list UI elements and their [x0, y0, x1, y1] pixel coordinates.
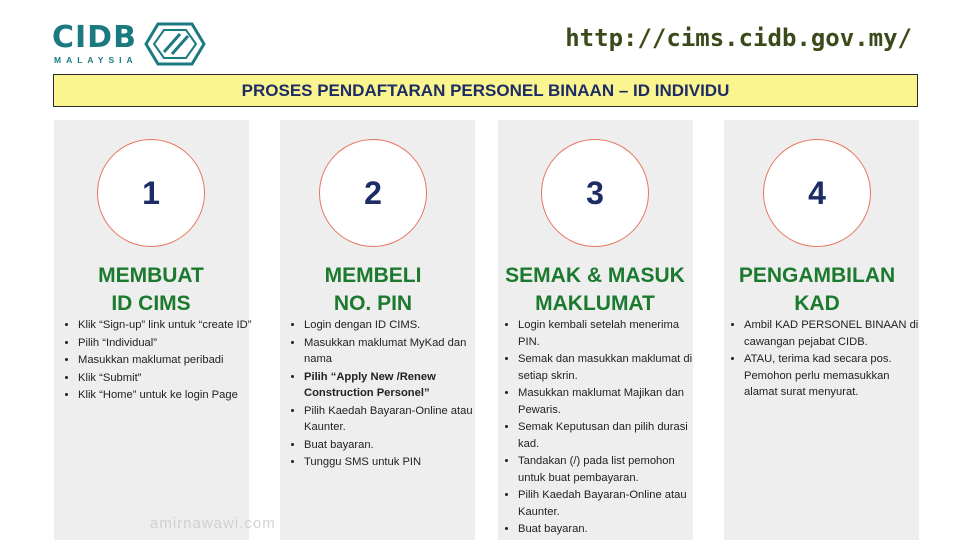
list-item: • Klik “Sign-up” link untuk “create ID”: [78, 317, 260, 334]
step-instructions: [288, 317, 474, 472]
step-heading-line1: MEMBUAT: [98, 264, 204, 287]
list-item: • Buat bayaran.: [518, 521, 700, 538]
list-item: • Masukkan maklumat peribadi: [78, 352, 260, 369]
banner-title: PROSES PENDAFTARAN PERSONEL BINAAN – ID INDIVIDU: [241, 80, 730, 100]
step-number-circle: [319, 139, 427, 247]
list-item: • Semak Keputusan dan pilih durasi kad.: [518, 419, 700, 452]
step-number: 2: [364, 174, 382, 211]
step-heading: [51, 262, 251, 318]
step-heading-line1: PENGAMBILAN: [738, 264, 896, 287]
list-item: • Buat bayaran.: [304, 437, 474, 454]
step-number: 3: [586, 174, 604, 211]
list-item: • Pilih “Apply New /Renew Construction Personel”: [304, 369, 474, 402]
list-item: • Login dengan ID CIMS.: [304, 317, 474, 334]
step-heading-line2: ID CIMS: [111, 292, 191, 315]
step-heading: [273, 262, 473, 318]
step-heading-line2: KAD: [794, 292, 840, 315]
watermark: amirnawawi.com: [150, 515, 276, 532]
step-heading-line2: NO. PIN: [333, 292, 413, 315]
list-item: • Tandakan (/) pada list pemohon untuk buat pembayaran.: [518, 453, 700, 486]
logo-subtitle: MALAYSIA: [54, 55, 138, 65]
step-number-circle: [763, 139, 871, 247]
list-item: • Pilih “Individual”: [78, 335, 260, 352]
list-item: • Pilih Kaedah Bayaran-Online atau Kaunter.: [304, 403, 474, 436]
step-instructions: [502, 317, 700, 539]
list-item: • Pilih Kaedah Bayaran-Online atau Kaunter.: [518, 487, 700, 520]
step-instructions: [728, 317, 922, 402]
step-instructions: [62, 317, 260, 405]
list-item: • Login kembali setelah menerima PIN.: [518, 317, 700, 350]
list-item: • Tunggu SMS untuk PIN: [304, 454, 474, 471]
list-item: • ATAU, terima kad secara pos. Pemohon perlu memasukkan alamat surat menyurat.: [744, 351, 922, 401]
cidb-logo: [52, 22, 212, 68]
list-item: • Masukkan maklumat MyKad dan nama: [304, 335, 474, 368]
step-number-circle: [541, 139, 649, 247]
step-number-circle: [97, 139, 205, 247]
step-number: 1: [142, 174, 160, 211]
website-url: http://cims.cidb.gov.my/: [565, 24, 912, 52]
list-item: • Masukkan maklumat Majikan dan Pewaris.: [518, 385, 700, 418]
logo-wordmark: CIDB: [52, 20, 137, 55]
list-item: • Semak dan masukkan maklumat di setiap skrin.: [518, 351, 700, 384]
title-banner: [53, 74, 918, 107]
list-item: • Ambil KAD PERSONEL BINAAN di cawangan pejabat CIDB.: [744, 317, 922, 350]
step-heading-line1: MEMBELI: [324, 264, 422, 287]
step-heading: [495, 262, 695, 318]
cidb-emblem-icon: [144, 22, 206, 66]
step-heading-line2: MAKLUMAT: [535, 292, 655, 315]
list-item: • Klik “Submit”: [78, 370, 260, 387]
list-item: • Klik “Home” untuk ke login Page: [78, 387, 260, 404]
step-number: 4: [808, 174, 826, 211]
step-heading-line1: SEMAK & MASUK: [505, 264, 685, 287]
step-heading: [717, 262, 917, 318]
